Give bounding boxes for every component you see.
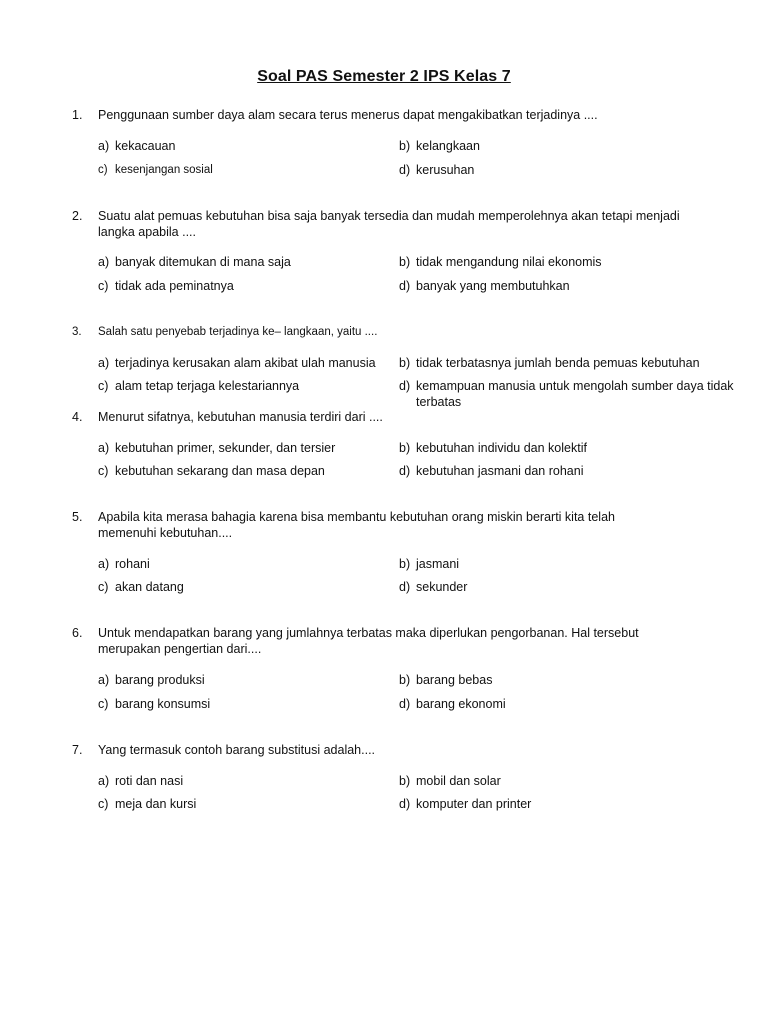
option-letter: c) [98, 697, 109, 711]
option-text: barang konsumsi [115, 697, 211, 711]
option-letter: b) [399, 774, 411, 788]
option-letter: d) [399, 163, 411, 177]
option-letter: a) [98, 139, 110, 153]
question-text: Yang termasuk contoh barang substitusi adalah.... [98, 743, 376, 757]
option-b[interactable] [399, 254, 602, 270]
option-c[interactable] [98, 696, 210, 712]
question-text: Suatu alat pemuas kebutuhan bisa saja banyak tersedia dan mudah memperolehnya akan tetapi menjadi langka apabila .... [98, 209, 680, 239]
option-a[interactable] [98, 355, 376, 371]
option-d[interactable] [399, 278, 570, 294]
option-b[interactable] [399, 672, 492, 688]
option-text: barang produksi [115, 673, 205, 687]
option-text: tidak mengandung nilai ekonomis [416, 255, 602, 269]
option-text: terjadinya kerusakan alam akibat ulah manusia [115, 356, 376, 370]
option-a[interactable] [98, 138, 175, 154]
option-letter: a) [98, 356, 110, 370]
question-text: Menurut sifatnya, kebutuhan manusia terdiri dari .... [98, 410, 383, 424]
question-2 [72, 208, 712, 240]
option-letter: b) [399, 139, 411, 153]
option-letter: b) [399, 673, 411, 687]
option-d[interactable] [399, 378, 736, 410]
option-b[interactable] [399, 355, 700, 371]
option-b[interactable] [399, 556, 459, 572]
option-letter: c) [98, 464, 109, 478]
option-d[interactable] [399, 579, 467, 595]
option-text: kebutuhan sekarang dan masa depan [115, 464, 325, 478]
option-letter: c) [98, 797, 109, 811]
option-text: kerusuhan [416, 163, 475, 177]
option-a[interactable] [98, 440, 335, 456]
option-letter: a) [98, 557, 110, 571]
option-text: roti dan nasi [115, 774, 184, 788]
option-letter: a) [98, 774, 110, 788]
option-letter: d) [399, 464, 411, 478]
question-number: 5. [72, 510, 83, 524]
option-letter: b) [399, 356, 411, 370]
option-text: kelangkaan [416, 139, 480, 153]
question-number: 2. [72, 209, 83, 223]
option-a[interactable] [98, 773, 183, 789]
option-letter: d) [399, 697, 411, 711]
option-letter: a) [98, 441, 110, 455]
option-c[interactable] [98, 162, 213, 178]
option-text: komputer dan printer [416, 797, 532, 811]
option-text: mobil dan solar [416, 774, 501, 788]
option-letter: d) [399, 279, 411, 293]
option-d[interactable] [399, 162, 474, 178]
option-letter: c) [98, 580, 109, 594]
question-text: Untuk mendapatkan barang yang jumlahnya terbatas maka diperlukan pengorbanan. Hal tersebut merupakan pengertian dari.... [98, 626, 639, 656]
option-letter: d) [399, 797, 411, 811]
option-letter: c) [98, 164, 108, 176]
option-c[interactable] [98, 378, 299, 394]
option-a[interactable] [98, 556, 150, 572]
option-text: kebutuhan individu dan kolektif [416, 441, 587, 455]
option-letter: b) [399, 441, 411, 455]
option-text: kebutuhan jasmani dan rohani [416, 464, 584, 478]
question-text: Apabila kita merasa bahagia karena bisa membantu kebutuhan orang miskin berarti kita telah memenuhi kebutuhan.... [98, 510, 615, 540]
option-d[interactable] [399, 696, 506, 712]
option-text: meja dan kursi [115, 797, 197, 811]
option-b[interactable] [399, 440, 587, 456]
option-letter: a) [98, 673, 110, 687]
option-letter: b) [399, 255, 411, 269]
option-c[interactable] [98, 463, 325, 479]
option-text: tidak terbatasnya jumlah benda pemuas kebutuhan [416, 356, 700, 370]
question-3 [72, 324, 712, 340]
option-text: alam tetap terjaga kelestariannya [115, 379, 300, 393]
question-text: Penggunaan sumber daya alam secara terus menerus dapat mengakibatkan terjadinya .... [98, 108, 598, 122]
option-text: kebutuhan primer, sekunder, dan tersier [115, 441, 336, 455]
option-d[interactable] [399, 796, 531, 812]
question-number: 1. [72, 108, 83, 122]
option-text: akan datang [115, 580, 184, 594]
option-letter: c) [98, 279, 109, 293]
option-text: tidak ada peminatnya [115, 279, 234, 293]
option-text: kekacauan [115, 139, 176, 153]
question-number: 7. [72, 743, 83, 757]
option-c[interactable] [98, 579, 184, 595]
question-6 [72, 625, 712, 657]
question-1 [72, 107, 712, 123]
option-letter: d) [399, 580, 411, 594]
question-text: Salah satu penyebab terjadinya ke– langkaan, yaitu .... [98, 326, 378, 338]
question-5 [72, 509, 712, 541]
question-number: 3. [72, 326, 82, 338]
option-text: kemampuan manusia untuk mengolah sumber daya tidak terbatas [416, 379, 734, 409]
option-b[interactable] [399, 773, 501, 789]
question-7 [72, 742, 712, 758]
option-text: jasmani [416, 557, 460, 571]
question-number: 4. [72, 410, 83, 424]
option-text: banyak yang membutuhkan [416, 279, 570, 293]
option-text: kesenjangan sosial [115, 164, 213, 176]
option-text: barang ekonomi [416, 697, 506, 711]
option-text: rohani [115, 557, 150, 571]
option-letter: d) [399, 379, 411, 393]
question-4 [72, 409, 712, 425]
option-a[interactable] [98, 254, 291, 270]
option-text: barang bebas [416, 673, 493, 687]
option-text: sekunder [416, 580, 468, 594]
option-c[interactable] [98, 796, 196, 812]
option-text: banyak ditemukan di mana saja [115, 255, 291, 269]
question-number: 6. [72, 626, 83, 640]
option-letter: a) [98, 255, 110, 269]
option-a[interactable] [98, 672, 205, 688]
option-letter: b) [399, 557, 411, 571]
option-b[interactable] [399, 138, 480, 154]
option-d[interactable] [399, 463, 583, 479]
option-c[interactable] [98, 278, 234, 294]
page-title: Soal PAS Semester 2 IPS Kelas 7 [257, 68, 511, 85]
option-letter: c) [98, 379, 109, 393]
